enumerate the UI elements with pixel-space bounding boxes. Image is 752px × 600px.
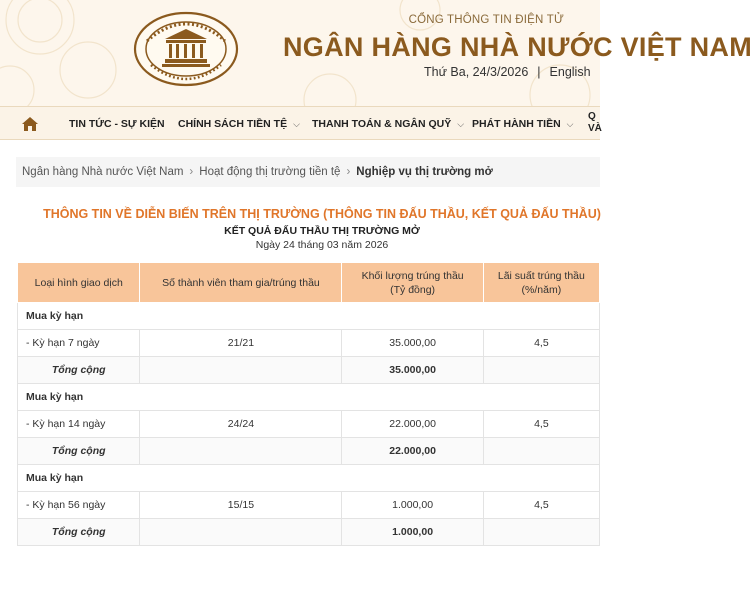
language-english-link[interactable]: English (549, 65, 591, 79)
total-row (18, 438, 600, 465)
nav-item-label: THANH TOÁN & NGÂN QUỸ (312, 118, 452, 130)
meta-separator: | (537, 65, 541, 79)
total-empty-cell (483, 519, 599, 546)
portal-title: NGÂN HÀNG NHÀ NƯỚC VIỆT NAM (283, 32, 752, 62)
total-volume-cell: 1.000,00 (342, 519, 483, 546)
total-volume-cell: 22.000,00 (342, 438, 483, 465)
nav-item-label: CHÍNH SÁCH TIỀN TỆ (178, 118, 288, 130)
group-label: Mua kỳ hạn (18, 303, 600, 330)
table-row (18, 411, 600, 438)
header-meta (424, 65, 591, 79)
header-volume: Khối lượng trúng thầu (Tỷ đồng) (342, 263, 483, 303)
total-label: Tổng cộng (18, 438, 140, 465)
breadcrumb (16, 157, 600, 187)
total-label: Tổng cộng (18, 357, 140, 384)
home-icon[interactable] (19, 114, 41, 134)
current-date: Thứ Ba, 24/3/2026 (424, 65, 529, 79)
nav-item-currency-issuance[interactable] (472, 107, 574, 141)
total-empty-cell (140, 438, 342, 465)
table-header-row (18, 263, 600, 303)
term-cell: - Kỳ hạn 7 ngày (18, 330, 140, 357)
nav-item-label: PHÁT HÀNH TIỀN (472, 118, 561, 130)
table-row (18, 330, 600, 357)
nav-item-monetary-policy[interactable] (178, 107, 300, 141)
group-row (18, 384, 600, 411)
nav-overflow-line2: VÀ (588, 123, 602, 134)
nav-overflow-line1: Q (588, 111, 596, 122)
portal-subtitle: CỔNG THÔNG TIN ĐIỆN TỬ (408, 14, 564, 26)
header-transaction-type: Loại hình giao dịch (18, 263, 140, 303)
rate-cell: 4,5 (483, 330, 599, 357)
main-nav (0, 106, 600, 140)
page-subtitle: KẾT QUẢ ĐẤU THẦU THỊ TRƯỜNG MỞ (224, 225, 420, 237)
breadcrumb-money-market-link[interactable]: Hoạt động thị trường tiền tệ (199, 166, 341, 178)
state-bank-logo[interactable] (133, 11, 239, 87)
chevron-right-icon: › (189, 166, 194, 178)
group-label: Mua kỳ hạn (18, 465, 600, 492)
page-title: THÔNG TIN VỀ DIỄN BIẾN TRÊN THỊ TRƯỜNG (THÔNG TIN ĐẤU THẦU, KẾT QUẢ ĐẤU THẦU) (43, 207, 601, 221)
header-interest-rate: Lãi suất trúng thầu (%/năm) (483, 263, 599, 303)
group-row (18, 303, 600, 330)
nav-item-overflow[interactable] (588, 111, 602, 135)
group-row (18, 465, 600, 492)
rate-cell: 4,5 (483, 492, 599, 519)
nav-item-label: TIN TỨC - SỰ KIỆN (69, 118, 165, 130)
total-empty-cell (483, 438, 599, 465)
chevron-down-icon: ⌵ (293, 119, 300, 129)
table-row (18, 492, 600, 519)
total-label: Tổng cộng (18, 519, 140, 546)
total-volume-cell: 35.000,00 (342, 357, 483, 384)
nav-item-news[interactable] (69, 107, 165, 141)
header-members: Số thành viên tham gia/trúng thầu (140, 263, 342, 303)
site-header (0, 0, 752, 106)
total-row (18, 519, 600, 546)
volume-cell: 22.000,00 (342, 411, 483, 438)
nav-item-payment-treasury[interactable] (312, 107, 464, 141)
term-cell: - Kỳ hạn 56 ngày (18, 492, 140, 519)
chevron-right-icon: › (346, 166, 351, 178)
total-empty-cell (483, 357, 599, 384)
total-empty-cell (140, 357, 342, 384)
group-label: Mua kỳ hạn (18, 384, 600, 411)
chevron-down-icon: ⌵ (457, 119, 465, 129)
volume-cell: 1.000,00 (342, 492, 483, 519)
members-cell: 21/21 (140, 330, 342, 357)
term-cell: - Kỳ hạn 14 ngày (18, 411, 140, 438)
total-empty-cell (140, 519, 342, 546)
breadcrumb-home-link[interactable]: Ngân hàng Nhà nước Việt Nam (22, 166, 184, 178)
chevron-down-icon: ⌵ (566, 119, 574, 129)
auction-results-table (17, 262, 600, 546)
auction-date: Ngày 24 tháng 03 năm 2026 (255, 239, 389, 251)
members-cell: 24/24 (140, 411, 342, 438)
breadcrumb-current: Nghiệp vụ thị trường mở (356, 166, 493, 178)
rate-cell: 4,5 (483, 411, 599, 438)
volume-cell: 35.000,00 (342, 330, 483, 357)
members-cell: 15/15 (140, 492, 342, 519)
total-row (18, 357, 600, 384)
